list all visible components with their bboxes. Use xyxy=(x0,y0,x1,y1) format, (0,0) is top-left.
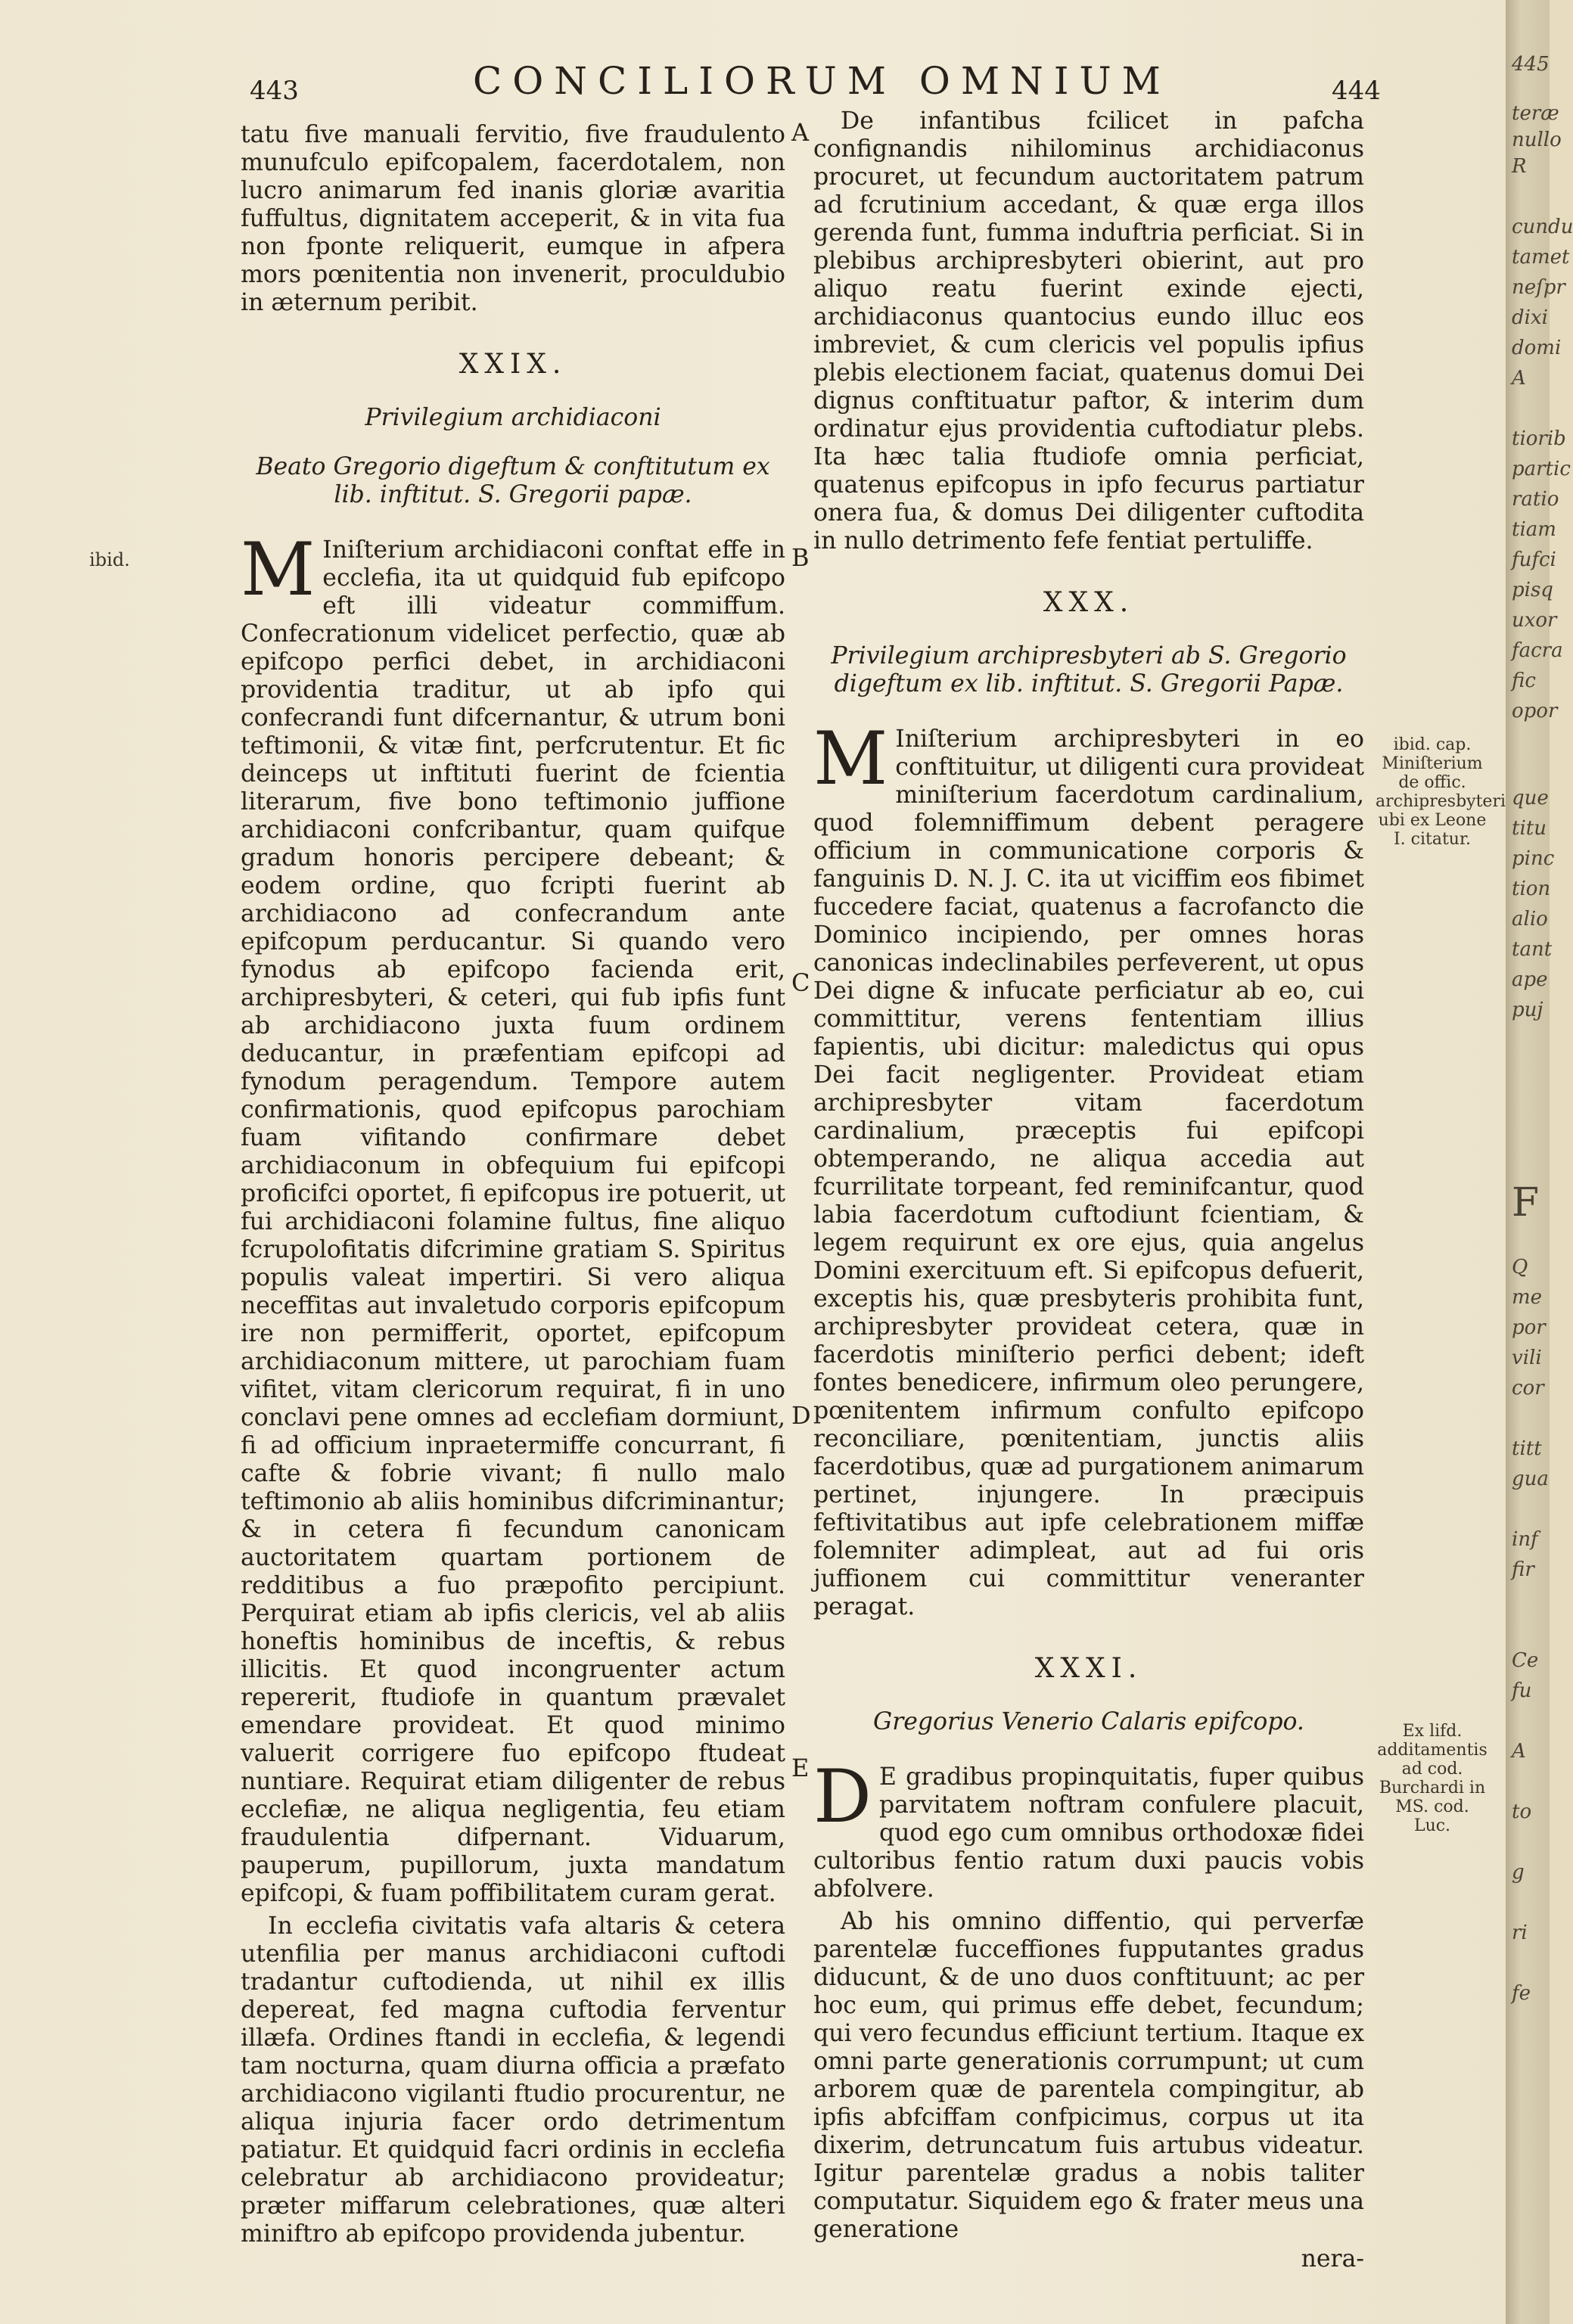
edge-fragment: que xyxy=(1512,787,1549,809)
edge-fragment: puj xyxy=(1512,999,1543,1021)
section-letter-a: A xyxy=(791,118,810,147)
edge-fragment: tion xyxy=(1512,878,1551,900)
edge-fragment: vili xyxy=(1512,1347,1542,1369)
right-paragraph-archipresbyter xyxy=(813,716,1364,1621)
edge-fragment: nullo xyxy=(1512,129,1562,151)
left-paragraph-text: Iniſterium archidiaconi conftat effe in ecclefia, ita ut quidquid fub epifcopo eft illi videatur commiffum. Confecrationum videlicet perfectio, quæ ab epifcopo perfici debet, in archidiaconi providentia traditur, ut ab ipfo qui confecrandi funt difcernantur, & utrum boni teftimonii, & vitæ fint, perfcrutentur. Et fic deinceps ut inftituti fuerint de fcientia literarum, five bono teftimonio juffione archidiaconi confcribantur, quam quifque gradum honoris percipere debeant; & eodem ordine, quo fcripti fuerint ab archidiacono ad confecrandum ante epifcopum perducantur. Si quando vero fynodus ab epifcopo facienda erit, archipresbyteri, & ceteri, qui fub ipfis funt ab archidiacono juxta fuum ordinem deducantur, in præfentiam epifcopi ad fynodum peragendum. Tempore autem confirmationis, quod epifcopus parochiam fuam vifitando confirmare debet archidiaconum in obfequium fui epifcopi proficifci oportet, fi epifcopus ire potuerit, ut fui archidiaconi folamine fultus, fine aliquo fcrupolofitatis difcrimine gratiam S. Spiritus populis valeat impertiri. Si vero aliqua neceffitas aut invaletudo corporis epifcopum ire non permifferit, oportet, epifcopum archidiaconum mittere, ut parochiam fuam vifitet, vitam clericorum requirat, fi in uno conclavi pene omnes ad ecclefiam dormiunt, fi ad officium inpraetermiffe concurrant, fi cafte & fobrie vivant; fi nullo malo teftimonio ab aliis hominibus difcriminantur; & in cetera fi fecundum canonicam auctoritatem quartam portionem de redditibus a fuo præpofito percipiunt. Perquirat etiam ab ipfis clericis, vel ab aliis honeftis hominibus de inceftis, & rebus illicitis. Et quod incongruenter actum repererit, ftudiofe in quantum prævalet emendare provideat. Et quod minimo valuerit corrigere fuo epifcopo ftudeat nuntiare. Requirat etiam diligenter de rebus ecclefiæ, ne aliqua negligentia, feu etiam fraudulentia difpernant. Viduarum, pauperum, pupillorum, juxta mandatum epifcopi, & fuam poffibilitatem curam gerat. xyxy=(241,536,785,1907)
right-paragraph-infantibus: De infantibus fcilicet in pafcha confignandis nihilominus archidiaconus procuret, ut fecundum auctoritatem patrum ad fcrutinium accedant, & quæ erga illos gerenda funt, fumma induftria perficiat. Si in plebibus archipresbyteri obierint, aut pro aliquo reatu fuerint exinde ejecti, archidiaconus quantocius eundo illuc eos imbreviet, & cum clericis vel populis ipfius plebis electionem faciat, quatenus domui Dei dignus conftituatur paftor, & interim dum ordinatur ejus providentia cuftodiatur plebs. Ita hæc talia ftudiofe omnia perficiat, quatenus epifcopus in ipfo fecurus partiatur onera fua, & domus Dei diligenter cuftodita in nullo detrimento fefe fentiat pertuliffe. xyxy=(813,107,1364,555)
left-paragraph-continued: tatu five manuali fervitio, five fraudulento munufculo epifcopalem, facerdotalem, non lucro animarum fed inanis gloriæ avaritia fuffultus, dignitatem acceperit, & in vita fua non fponte reliquerit, eumque in afpera mors pœnitentia non invenerit, proculdubio in æternum peribit. xyxy=(241,121,785,316)
section-letter-e: E xyxy=(791,1754,810,1782)
edge-fragment: titu xyxy=(1512,817,1547,840)
section-heading-xxx: XXX. xyxy=(1043,587,1135,618)
edge-fragment: neſpr xyxy=(1512,276,1565,299)
edge-fragment: uxor xyxy=(1512,609,1557,632)
edge-fragment: tant xyxy=(1512,938,1553,961)
left-paragraph-vasa: In ecclefia civitatis vafa altaris & cetera utenfilia per manus archidiaconi cuftodi tradantur cuftodienda, ut nihil ex illis depereat, fed magna cuftodia ferventur illæfa. Ordines ftandi in ecclefia, & legendi tam nocturna, quam diurna officia a præfato archidiacono vigilanti ftudio procurentur, ne aliqua injuria facer ordo detrimentum patiatur. Et quidquid facri ordinis in ecclefia celebratur ab archidiacono provideatur; præter miffarum celebrationes, quæ alteri miniftro ab epifcopo providenda jubentur. xyxy=(241,1912,785,2248)
edge-fragment: g xyxy=(1512,1861,1525,1884)
edge-fragment: gua xyxy=(1512,1468,1549,1490)
edge-fragment: ratio xyxy=(1512,488,1559,511)
left-column xyxy=(241,121,785,2248)
edge-fragment: fir xyxy=(1512,1558,1534,1581)
section-title-xxx: Privilegium archipresbyteri ab S. Gregorio digeftum ex lib. inftitut. S. Gregorii Papæ. xyxy=(831,642,1347,698)
edge-fragment: R xyxy=(1512,155,1527,178)
section-heading-xxxi: XXXI. xyxy=(1034,1653,1143,1684)
right-paragraph-diffentio: Ab his omnino diffentio, qui perverfæ parentelæ fucceffiones fupputantes gradus diducunt, & de uno duos conftituunt; ac per hoc eum, qui primus effe debet, fecundum; qui vero fecundus efficiunt tertium. Itaque ex omni parte generationis corrumpunt; ut cum arborem quæ de parentela compingitur, ab ipfis abfciffam confpicimus, corpus ut ita dixerim, detruncatum fuis artubus videatur. Igitur parentelæ gradus a nobis taliter computatur. Siquidem ego & frater meus una generatione xyxy=(813,1908,1364,2243)
right-paragraph-text: E gradibus propinquitatis, fuper quibus parvitatem noftram confulere placuit, quod ego cum omnibus orthodoxæ fidei cultoribus fentio ratum duxi paucis vobis abfolvere. xyxy=(813,1763,1364,1903)
edge-fragment: opor xyxy=(1512,700,1558,722)
edge-fragment: Ce xyxy=(1512,1649,1539,1672)
edge-fragment: cundu xyxy=(1512,216,1573,238)
edge-fragment: tiam xyxy=(1512,518,1556,541)
section-letter-b: B xyxy=(791,543,810,572)
drop-cap-d: D xyxy=(813,1754,872,1839)
edge-fragment: dixi xyxy=(1512,306,1548,329)
section-letter-c: C xyxy=(791,968,810,997)
edge-fragment: titt xyxy=(1512,1437,1542,1460)
left-paragraph-archidiaconus xyxy=(241,527,785,1908)
edge-fragment: A xyxy=(1512,367,1526,390)
drop-cap-m: M xyxy=(241,527,316,612)
right-paragraph-gradibus xyxy=(813,1754,1364,1903)
right-column xyxy=(813,107,1364,2273)
edge-fragment: me xyxy=(1512,1286,1543,1309)
edge-fragment: fufci xyxy=(1512,548,1556,571)
facing-page-edge xyxy=(1506,0,1573,2324)
edge-fragment: 445 xyxy=(1512,53,1550,76)
section-heading-xxix: XXIX. xyxy=(459,349,567,380)
edge-fragment: facra xyxy=(1512,639,1563,662)
edge-fragment: partic xyxy=(1512,458,1571,480)
margin-note-xxx: ibid. cap. Miniſterium de offic. archipresbyteri ubi ex Leone I. citatur. xyxy=(1376,735,1506,849)
margin-note-ibid: ibid. xyxy=(89,549,130,570)
section-title-xxxi: Gregorius Venerio Calaris epifcopo. xyxy=(873,1708,1304,1735)
section-title-xxix: Privilegium archidiaconi xyxy=(365,404,661,431)
edge-fragment: por xyxy=(1512,1316,1546,1339)
edge-fragment: ri xyxy=(1512,1922,1528,1944)
running-title: CONCILIORUM OMNIUM xyxy=(473,59,1171,103)
page-number-left: 443 xyxy=(250,76,299,106)
edge-fragment: fu xyxy=(1512,1679,1532,1702)
edge-fragment: teræ xyxy=(1512,102,1559,125)
page-number-right: 444 xyxy=(1332,76,1381,106)
catchword: nera- xyxy=(1301,2245,1364,2273)
section-letter-d: D xyxy=(791,1401,811,1430)
edge-fragment: fe xyxy=(1512,1982,1531,2005)
section-subtitle-xxix: Beato Gregorio digeftum & conftitutum ex lib. inftitut. S. Gregorii papæ. xyxy=(256,453,770,508)
edge-fragment: alio xyxy=(1512,908,1548,931)
edge-fragment: inf xyxy=(1512,1528,1538,1551)
edge-fragment: cor xyxy=(1512,1377,1544,1400)
drop-cap-m: M xyxy=(813,716,888,801)
edge-fragment: A xyxy=(1512,1740,1526,1763)
edge-fragment: ape xyxy=(1512,968,1548,991)
edge-fragment: fic xyxy=(1512,670,1536,692)
edge-fragment: tiorib xyxy=(1512,427,1566,450)
right-paragraph-text: Iniſterium archipresbyteri in eo conftituitur, ut diligenti cura provideat miniſterium facerdotum cardinalium, quod folemniffimum debent peragere officium in communicatione corporis & fanguinis D. N. J. C. ita ut viciffim eos fibimet fuccedere faciat, quatenus a facrofancto die Dominico incipiendo, per omnes horas canonicas indeclinabiles perfeverent, ut opus Dei digne & infucate perficiatur ab eo, cui committitur, verens fententiam illius fapientis, ubi dicitur: maledictus qui opus Dei facit negligenter. Provideat etiam archipresbyter vitam facerdotum cardinalium, præceptis fui epifcopi obtemperando, ne aliqua accedia aut fcurrilitate torpeant, fed reminifcantur, quod labia facerdotum cuftodiunt fcientiam, & legem requirunt ex ore ejus, quia angelus Domini exercituum eft. Si epifcopus defuerit, exceptis his, quæ presbyteris prohibita funt, archipresbyter provideat cetera, quæ in facerdotis miniſterio perfici debent; ideft fontes benedicere, infirmum oleo perungere, pœnitentem infirmum confulto epifcopo reconciliare, pœnitentiam, junctis aliis facerdotibus, quæ ad purgationem animarum pertinet, injungere. In præcipuis feftivitatibus aut ipfe celebrationem miffæ folemniter adimpleat, aut ad fui oris juffionem cui committitur veneranter peragat. xyxy=(813,725,1364,1620)
edge-fragment: pinc xyxy=(1512,847,1555,870)
edge-fragment: F xyxy=(1512,1180,1540,1226)
edge-fragment: pisq xyxy=(1512,579,1553,601)
edge-fragment: Q xyxy=(1512,1256,1528,1279)
edge-fragment: tamet xyxy=(1512,246,1570,269)
edge-fragment: to xyxy=(1512,1800,1532,1823)
margin-note-xxxi: Ex lifd. additamentis ad cod. Burchardi in MS. cod. Luc. xyxy=(1377,1722,1488,1835)
edge-fragment: domi xyxy=(1512,337,1562,359)
